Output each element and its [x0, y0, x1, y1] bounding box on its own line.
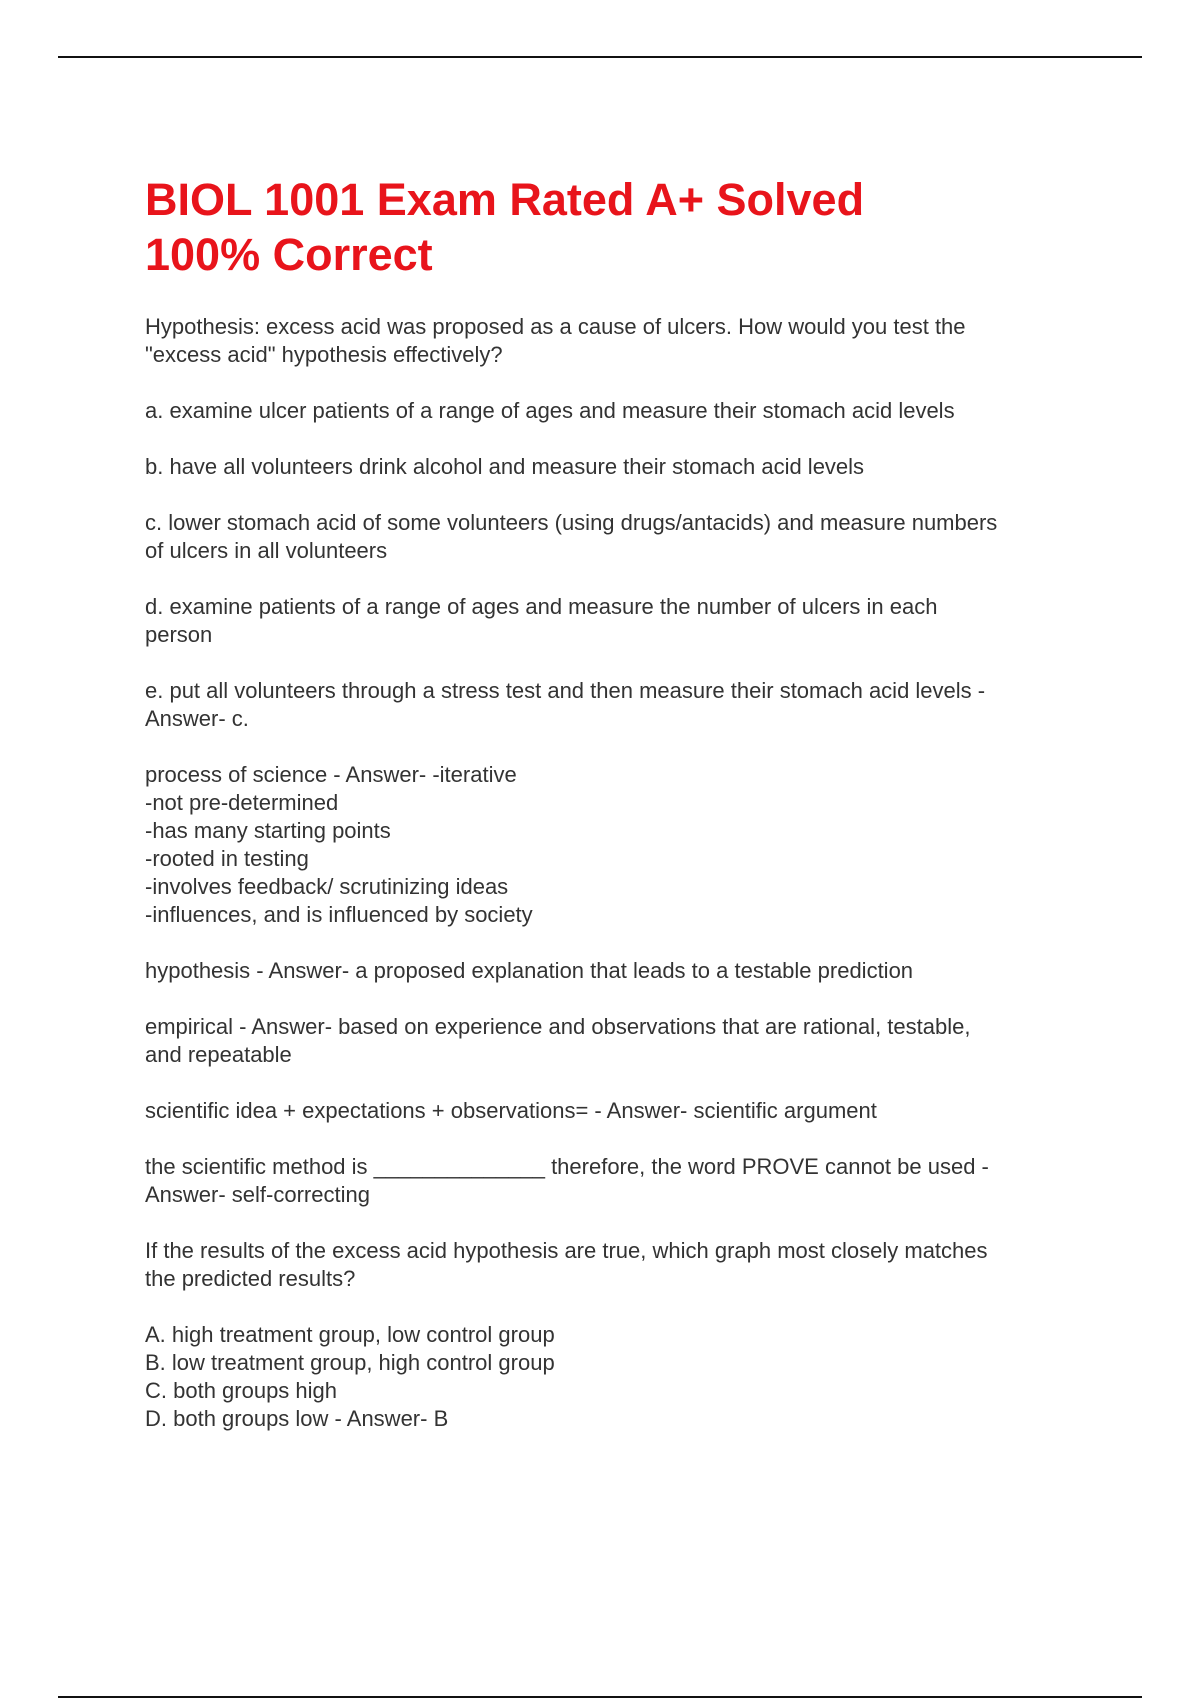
text-line: A. high treatment group, low control group — [145, 1322, 555, 1347]
text-line: -has many starting points — [145, 818, 391, 843]
text-line: scientific idea + expectations + observations= - Answer- scientific argument — [145, 1098, 877, 1123]
title-line: 100% Correct — [145, 229, 433, 280]
scientific-argument — [145, 1097, 1085, 1125]
question-stem — [145, 313, 1085, 369]
option-b — [145, 453, 1085, 481]
text-line: Answer- self-correcting — [145, 1182, 370, 1207]
empirical-definition — [145, 1013, 1085, 1069]
text-line: hypothesis - Answer- a proposed explanation that leads to a testable prediction — [145, 958, 914, 983]
text-line: empirical - Answer- based on experience and observations that are rational, testable, — [145, 1014, 971, 1039]
top-rule — [58, 56, 1142, 58]
text-line: B. low treatment group, high control group — [145, 1350, 555, 1375]
option-d — [145, 593, 1085, 649]
text-line: e. put all volunteers through a stress test and then measure their stomach acid levels - — [145, 678, 986, 703]
option-c — [145, 509, 1085, 565]
process-of-science — [145, 761, 1085, 929]
option-a — [145, 397, 1085, 425]
graph-options — [145, 1321, 1085, 1433]
text-line: -involves feedback/ scrutinizing ideas — [145, 874, 509, 899]
text-line: b. have all volunteers drink alcohol and measure their stomach acid levels — [145, 454, 865, 479]
text-line: a. examine ulcer patients of a range of ages and measure their stomach acid levels — [145, 398, 955, 423]
hypothesis-definition — [145, 957, 1085, 985]
text-line: "excess acid" hypothesis effectively? — [145, 342, 503, 367]
text-line: -influences, and is influenced by society — [145, 902, 533, 927]
text-line: D. both groups low - Answer- B — [145, 1406, 449, 1431]
text-line: process of science - Answer- -iterative — [145, 762, 517, 787]
text-line: of ulcers in all volunteers — [145, 538, 388, 563]
text-line: the predicted results? — [145, 1266, 356, 1291]
scientific-method — [145, 1153, 1085, 1209]
text-line: Answer- c. — [145, 706, 249, 731]
document-body — [145, 172, 1085, 1461]
text-line: and repeatable — [145, 1042, 292, 1067]
text-line: If the results of the excess acid hypothesis are true, which graph most closely matches — [145, 1238, 988, 1263]
text-line: C. both groups high — [145, 1378, 338, 1403]
title-line: BIOL 1001 Exam Rated A+ Solved — [145, 174, 865, 225]
graph-question — [145, 1237, 1085, 1293]
text-line: -rooted in testing — [145, 846, 309, 871]
option-e — [145, 677, 1085, 733]
text-line: d. examine patients of a range of ages and measure the number of ulcers in each — [145, 594, 938, 619]
text-line: person — [145, 622, 213, 647]
document-title — [145, 172, 1085, 282]
text-line: the scientific method is ______________ therefore, the word PROVE cannot be used - — [145, 1154, 989, 1179]
text-line: -not pre-determined — [145, 790, 339, 815]
text-line: Hypothesis: excess acid was proposed as a cause of ulcers. How would you test the — [145, 314, 966, 339]
text-line: c. lower stomach acid of some volunteers (using drugs/antacids) and measure numbers — [145, 510, 998, 535]
bottom-rule — [58, 1696, 1142, 1698]
